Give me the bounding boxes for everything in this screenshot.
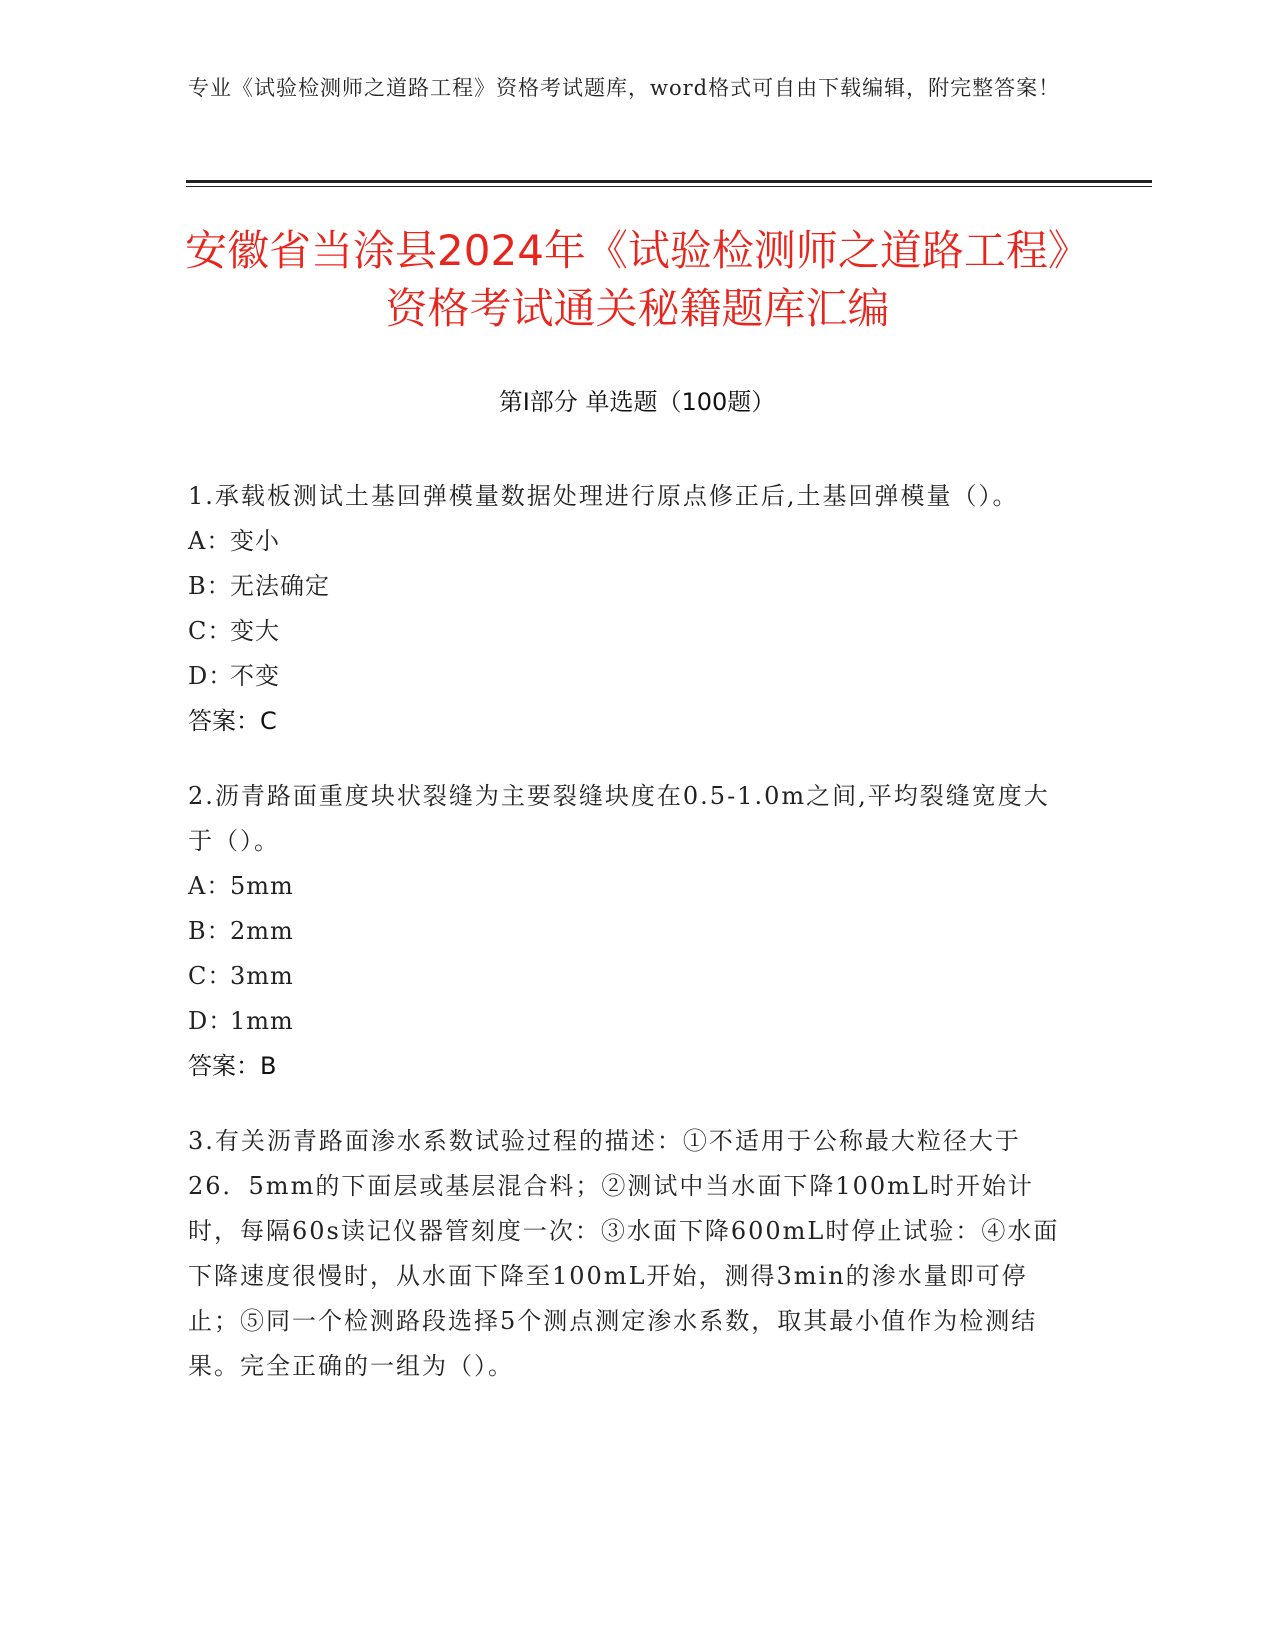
question-text: 3.有关沥青路面渗水系数试验过程的描述：①不适用于公称最大粒径大于26．5mm的下面层或基层混合料；②测试中当水面下降100mL时开始计时，每隔60s读记仪器管刻度一次：③水面下降600mL时停止试验：④水面下降速度很慢时，从水面下降至100mL开始，测得3min的渗水量即可停止；⑤同一个检测路段选择5个测点测定渗水系数，取其最小值作为检测结果。完全正确的一组为（）。	[188, 1127, 1060, 1380]
option-text: 1mm	[230, 1007, 294, 1035]
question-1	[188, 474, 1068, 744]
question-3	[188, 1119, 1068, 1389]
option-b	[188, 564, 1068, 609]
document-title: 安徽省当涂县2024年《试验检测师之道路工程》资格考试通关秘籍题库汇编	[185, 226, 1090, 333]
option-d	[188, 999, 1068, 1044]
option-text: 变小	[230, 527, 280, 555]
option-key: C：	[188, 962, 233, 990]
option-key: D：	[188, 662, 234, 690]
header-divider-thin	[186, 186, 1152, 187]
option-text: 2mm	[230, 917, 294, 945]
question-list	[188, 474, 1068, 1419]
answer-label: 答案：B	[188, 1052, 277, 1080]
header-note: 专业《试验检测师之道路工程》资格考试题库，word格式可自由下载编辑，附完整答案！	[188, 76, 1061, 100]
option-text: 5mm	[230, 872, 294, 900]
option-key: C：	[188, 617, 233, 645]
option-b	[188, 909, 1068, 954]
option-text: 不变	[230, 662, 280, 690]
option-key: A：	[188, 527, 232, 555]
section-heading: 第Ⅰ部分 单选题（100题）	[498, 388, 776, 416]
question-2	[188, 774, 1068, 1089]
option-key: D：	[188, 1007, 234, 1035]
option-text: 无法确定	[230, 572, 330, 600]
option-a	[188, 864, 1068, 909]
option-d	[188, 654, 1068, 699]
question-text: 2.沥青路面重度块状裂缝为主要裂缝块度在0.5-1.0m之间,平均裂缝宽度大于（）。	[188, 782, 1050, 855]
option-key: B：	[188, 572, 232, 600]
option-key: A：	[188, 872, 232, 900]
answer-label: 答案：C	[188, 707, 277, 735]
header-divider-thick	[186, 180, 1152, 183]
option-text: 3mm	[230, 962, 294, 990]
option-a	[188, 519, 1068, 564]
question-text: 1.承载板测试土基回弹模量数据处理进行原点修正后,土基回弹模量（）。	[188, 482, 1019, 510]
option-key: B：	[188, 917, 232, 945]
option-c	[188, 954, 1068, 999]
option-c	[188, 609, 1068, 654]
option-text: 变大	[230, 617, 280, 645]
